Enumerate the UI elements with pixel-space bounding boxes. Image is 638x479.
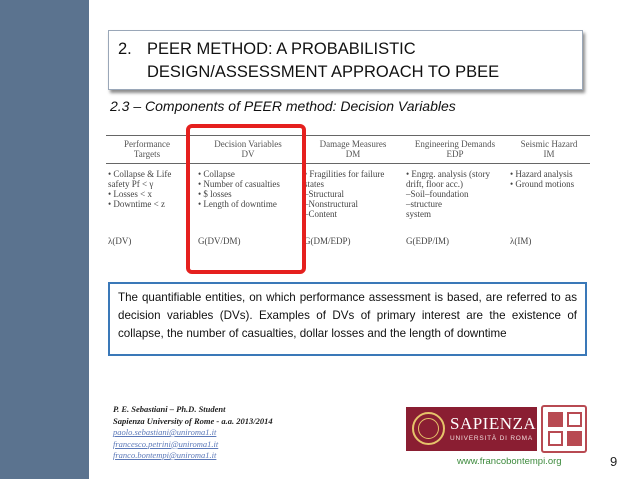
column-engineering-demands: • Engrg. analysis (story drift, floor acc.) –Soil–foundation –structure system	[406, 169, 490, 219]
email-link-petrini[interactable]: francesco.petrini@uniroma1.it	[113, 438, 219, 449]
website-link[interactable]: www.francobontempi.org	[457, 456, 562, 467]
column-performance-targets: • Collapse & Life safety Pf < γ • Losses < x • Downtime < z	[108, 169, 172, 209]
footer-g-dv-dm: G(DV/DM)	[198, 236, 241, 246]
email-link-sebastiani[interactable]: paolo.sebastiani@uniroma1.it	[113, 427, 217, 437]
decision-variables-highlight	[186, 124, 306, 274]
footer-lambda-dv: λ(DV)	[108, 236, 132, 246]
title-box	[108, 30, 583, 90]
page-number: 9	[610, 454, 618, 469]
header-damage-measures: Damage Measures DM	[319, 139, 387, 159]
logo-subtitle: UNIVERSITÀ DI ROMA	[450, 435, 534, 442]
footer-g-edp-im: G(EDP/IM)	[406, 236, 449, 246]
header-performance-targets: Performance Targets	[124, 139, 170, 159]
author-name: P. E. Sebastiani – Ph.D. Student	[113, 404, 226, 414]
sapienza-seal-inner-icon	[418, 418, 439, 439]
header-engineering-demands: Engineering Demands EDP	[414, 139, 496, 159]
table-header-rule	[106, 163, 590, 164]
email-link-bontempi[interactable]: franco.bontempi@uniroma1.it	[113, 450, 217, 460]
left-sidebar-band	[0, 0, 89, 479]
seal-stamp-icon	[541, 405, 587, 453]
university-line: Sapienza University of Rome - a.a. 2013/2014	[113, 415, 273, 426]
header-seismic-hazard: Seismic Hazard IM	[520, 139, 578, 159]
author-footer	[113, 404, 273, 462]
sapienza-logo	[406, 407, 537, 451]
footer-g-dm-edp: G(DM/EDP)	[304, 236, 351, 246]
slide	[89, 0, 638, 479]
column-decision-variables: • Collapse • Number of casualties • $ losses • Length of downtime	[198, 169, 280, 209]
peer-components-table	[106, 127, 590, 273]
footer-lambda-im: λ(IM)	[510, 236, 532, 246]
logo-name: SAPIENZA	[450, 414, 537, 433]
table-top-rule	[106, 135, 590, 136]
description-box: The quantifiable entities, on which performance assessment is based, are referred to as decision variables (DVs). Examples of DVs of primary interest are the existence of collapse, the number of casualties, dollar losses and the length of downtime	[108, 282, 587, 356]
title-line-2: DESIGN/ASSESSMENT APPROACH TO PBEE	[147, 63, 500, 81]
title-line-1: PEER METHOD: A PROBABILISTIC	[147, 40, 416, 58]
column-damage-measures: • Fragilities for failure states –Structural –Nonstructural –Content	[304, 169, 385, 219]
column-seismic-hazard: • Hazard analysis • Ground motions	[510, 169, 575, 189]
slide-subtitle: 2.3 – Components of PEER method: Decision Variables	[110, 98, 456, 114]
section-number: 2.	[118, 40, 132, 58]
header-decision-variables: Decision Variables DV	[214, 139, 282, 159]
